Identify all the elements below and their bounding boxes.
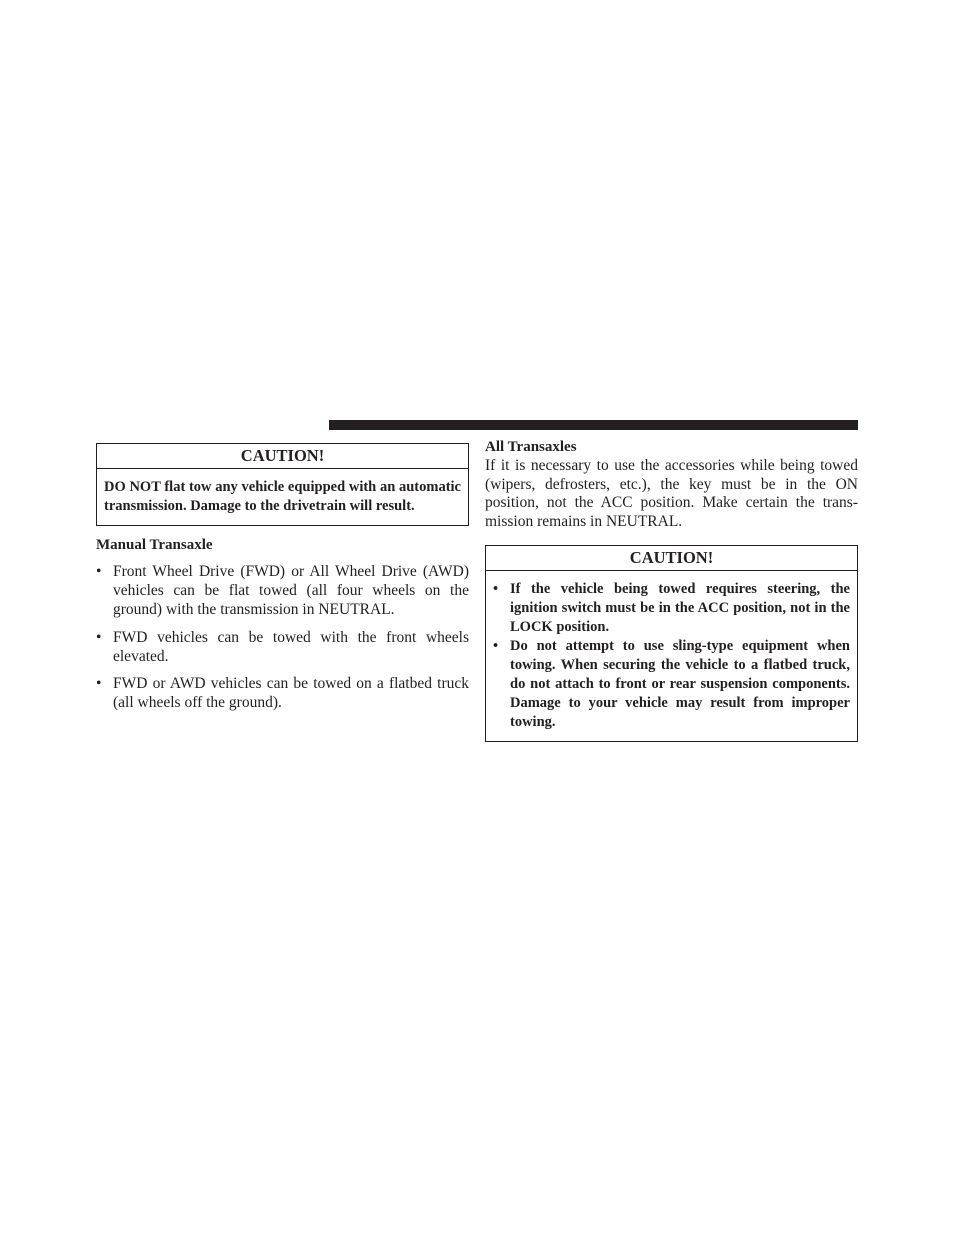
- manual-transaxle-heading: Manual Transaxle: [96, 536, 213, 553]
- caution-title: CAUTION!: [97, 444, 468, 469]
- all-transaxles-text: If it is necessary to use the accessories while being towed (wipers, defrosters, etc.), the key must be in the ON position, not the ACC position. Make certain the transmission remains in NEUTRAL.: [485, 456, 858, 531]
- manual-transaxle-list: [96, 563, 469, 713]
- caution-box-towing: [485, 545, 858, 742]
- list-item: • Front Wheel Drive (FWD) or All Wheel Drive (AWD) vehicles can be flat towed (all four wheels on the ground) with the transmission in NEUTRAL.: [96, 563, 469, 618]
- all-transaxles-heading: All Transaxles: [485, 439, 577, 455]
- bullet-icon: •: [493, 580, 499, 597]
- bullet-icon: •: [96, 563, 102, 581]
- list-item: • FWD vehicles can be towed with the front wheels elevated.: [96, 628, 469, 665]
- left-column: [96, 443, 469, 722]
- caution-list: [493, 580, 850, 731]
- list-item: • If the vehicle being towed requires steering, the ignition switch must be in the ACC position, not in the LOCK position.: [493, 580, 850, 635]
- caution-title: CAUTION!: [486, 546, 857, 571]
- section-header-bar: [329, 420, 858, 430]
- bullet-icon: •: [493, 638, 499, 655]
- list-item: • FWD or AWD vehicles can be towed on a flatbed truck (all wheels off the ground).: [96, 675, 469, 712]
- caution-text: DO NOT flat tow any vehicle equipped with an automatic transmission. Damage to the drivetrain will result.: [104, 479, 461, 514]
- list-item: • Do not attempt to use sling-type equipment when towing. When securing the vehicle to a flatbed truck, do not attach to front or rear suspension components. Damage to your vehicle may result from improper towing.: [493, 638, 850, 730]
- bullet-icon: •: [96, 628, 102, 646]
- right-column: [485, 438, 858, 742]
- bullet-icon: •: [96, 675, 102, 693]
- caution-body: [486, 571, 857, 741]
- caution-box-automatic: [96, 443, 469, 526]
